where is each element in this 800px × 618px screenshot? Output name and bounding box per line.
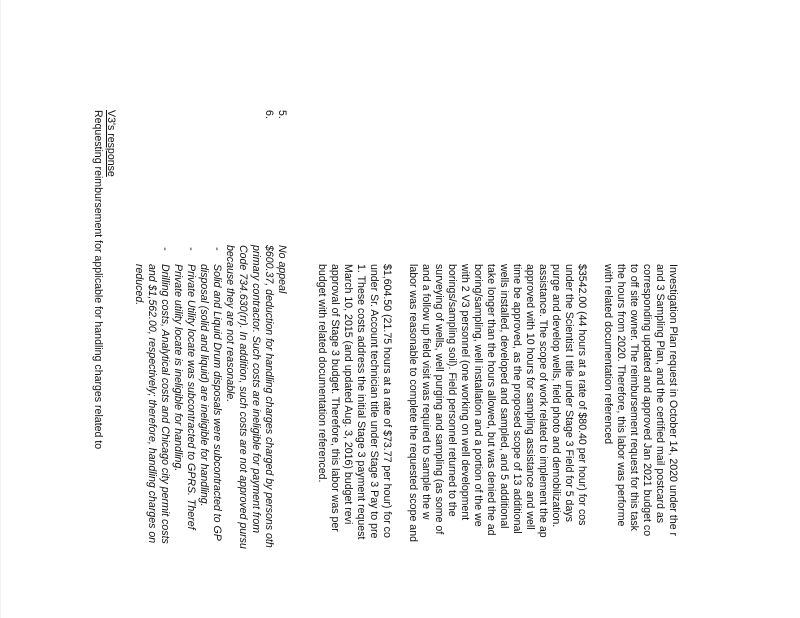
text-line: $600.37, deduction for handling charges charged by persons oth [263,245,275,548]
text-line: borings/sampling soil). Field personnel returned to the [446,264,458,517]
text-line: under Sr. Account technician title under Stage 3 Pay to pre [368,264,380,539]
bullet-dash: - [185,247,197,251]
text-line: March 10, 2015 (and updated Aug. 3, 2016) budget revi [342,264,354,525]
bullet-dash: - [211,247,223,251]
text-line: and 3 Sampling Plan, and the certified mail postcard as [654,264,666,524]
text-line: Investigation Plan request in October 14, 2020 under the r [667,264,679,537]
text-line: wells installed, developed and sampled, and 5 additional [498,264,510,529]
text-line: Code 734.630(rr). In addition, such costs are not approved pursu [237,245,249,549]
text-line: budget with related documentation referenced. [316,264,328,483]
text-line: Drilling costs, Analytical costs and Chicago city permit costs [159,264,171,544]
text-line: take longer than the hours allowed, but was denied the ad [485,264,497,536]
response-heading: V3's response [105,110,117,177]
text-line: with related documentation referenced [602,264,614,445]
text-line: 1. These costs address the initial Stage 3 payment request [355,264,367,540]
text-line: disposal (solid and liquid) are ineligible for handling. [198,264,210,507]
text-line: to off site owner. The reimbursement request for this task [628,264,640,531]
text-line: corresponding updated and approved Jan 2021 budget co [641,264,653,537]
text-line: approved with 10 hours for sampling assistance and well [524,264,536,530]
text-line: time be approved, as the proposed scope of 13 additional [511,264,523,534]
text-line: surveying of wells, well purging and sampling (as some of [433,264,445,535]
text-line: primary contractor. Such costs are ineligible for payment from [250,245,262,534]
text-line: approval of Stage 3 budget. Therefore, this labor was per [329,264,341,532]
text-line: $3542.00 (44 hours at a rate of $80.40 per hour) for cos [576,264,588,526]
text-line: purge and develop wells, field photo and demobilization. [550,264,562,528]
item-text: No appeal [276,245,288,294]
text-line: Private utility locate is ineligible for handling. [172,264,184,472]
text-line: and a follow up field visit was required to sample the w [420,264,432,520]
text-line: and $1,562.00, respectively; therefore, handling charges on [146,264,158,544]
text-line: labor was reasonable to complete the requested scope and [407,264,419,542]
text-line: Solid and Liquid Drum disposals were subcontracted to GP [211,264,223,541]
text-line: under the Scientist I title under Stage 3 Field for 5 days [563,264,575,522]
response-text: Requesting reimbursement for applicable for handling charges related to [92,110,104,450]
text-line: because they are not reasonable. [224,245,236,403]
text-line: $1,604.50 (21.75 hours at a rate of $73.77 per hour) for co [381,264,393,538]
text-line: reduced. [133,264,145,306]
text-line: assistance. The scope of work related to implement the ap [537,264,549,538]
text-line: Private Utility locate was subcontracted to GPRS. Theref [185,264,197,530]
text-line: boring/sampling, well installation and a portion of the we [472,264,484,527]
bullet-dash: - [159,247,171,251]
text-line: with 2 V3 personnel (one working on well development [459,264,471,521]
item-number: 5. [276,110,288,119]
item-number: 6. [263,110,275,119]
text-line: the hours from 2020. Therefore, this labor was performe [615,264,627,527]
